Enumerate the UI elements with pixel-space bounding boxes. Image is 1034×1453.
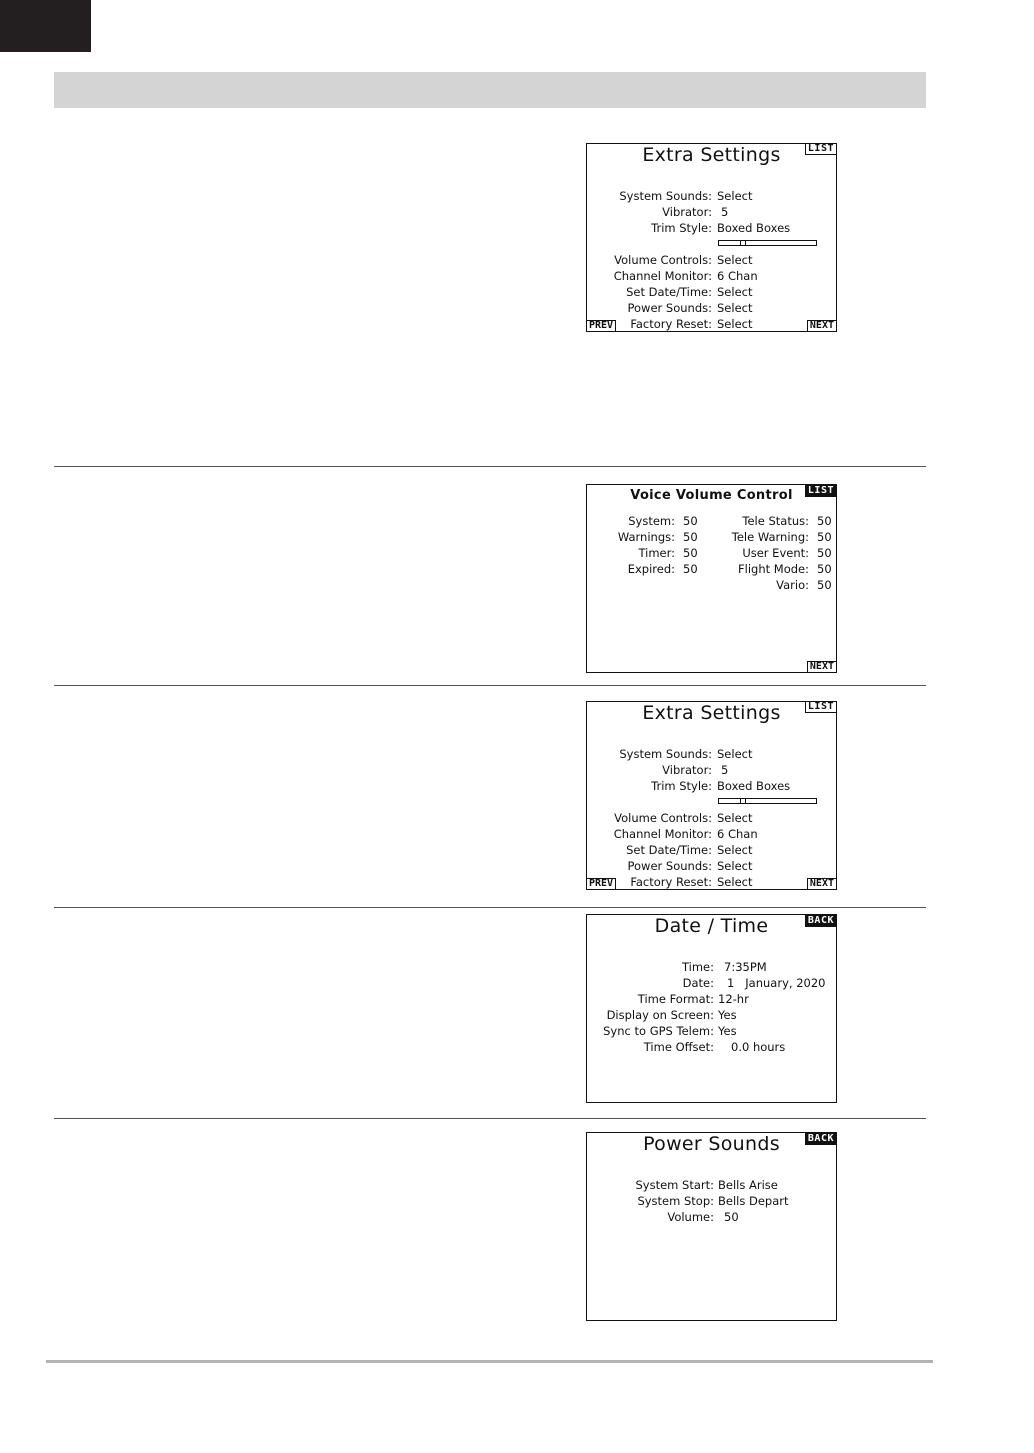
screen-title: Power Sounds [643,1133,780,1155]
label-system-start: System Start: [635,1178,714,1192]
value-volume[interactable]: 50 [724,1210,739,1224]
trim-preview-bar [718,798,817,804]
back-button[interactable]: BACK [805,1132,837,1145]
label-tele-status: Tele Status: [742,514,809,528]
value-expired[interactable]: 50 [683,562,698,576]
voice-volume-screen [586,484,837,673]
value-set-date-time[interactable]: Select [717,285,753,299]
value-system-sounds[interactable]: Select [717,189,753,203]
date-time-values [718,959,825,1055]
label-time-offset: Time Offset: [643,1040,714,1054]
label-trim-style: Trim Style: [651,779,712,793]
label-warnings: Warnings: [617,530,675,544]
section-divider [54,907,926,908]
back-button[interactable]: BACK [805,914,837,927]
label-sync-gps: Sync to GPS Telem: [603,1024,714,1038]
value-date[interactable]: 1 January, 2020 [727,976,826,990]
value-vibrator[interactable]: 5 [721,763,729,777]
next-button[interactable]: NEXT [807,320,837,332]
extra-settings-screen-2 [586,701,837,890]
value-trim-style[interactable]: Boxed Boxes [717,221,791,235]
value-user-event[interactable]: 50 [817,546,832,560]
settings-values [717,188,790,332]
settings-labels [614,746,712,890]
label-volume-controls: Volume Controls: [614,253,712,267]
section-divider [54,466,926,467]
label-vario: Vario: [776,578,809,592]
date-time-labels [603,959,714,1055]
section-divider [54,1118,926,1119]
value-display-on-screen[interactable]: Yes [718,1008,737,1022]
label-factory-reset: Factory Reset: [630,875,712,889]
value-volume-controls[interactable]: Select [717,253,753,267]
section-header-bar [54,72,926,108]
page-corner-tab [0,0,91,52]
label-user-event: User Event: [742,546,809,560]
label-system-sounds: System Sounds: [619,747,712,761]
date-time-screen [586,914,837,1103]
next-button[interactable]: NEXT [807,661,837,673]
label-set-date-time: Set Date/Time: [626,285,712,299]
label-system: System: [628,514,675,528]
list-button[interactable]: LIST [805,484,837,497]
label-power-sounds: Power Sounds: [627,301,712,315]
label-power-sounds: Power Sounds: [627,859,712,873]
value-factory-reset[interactable]: Select [717,317,753,331]
prev-button[interactable]: PREV [586,320,616,332]
value-channel-monitor[interactable]: 6 Chan [717,827,758,841]
value-sync-gps[interactable]: Yes [718,1024,737,1038]
screen-title: Date / Time [654,915,769,937]
label-expired: Expired: [627,562,675,576]
section-divider [54,685,926,686]
value-trim-style[interactable]: Boxed Boxes [717,779,791,793]
label-vibrator: Vibrator: [662,763,712,777]
value-time[interactable]: 7:35PM [724,960,767,974]
extra-settings-screen [586,143,837,332]
value-set-date-time[interactable]: Select [717,843,753,857]
left-labels [618,513,675,577]
value-system[interactable]: 50 [683,514,698,528]
list-button[interactable]: LIST [805,701,837,713]
value-tele-warning[interactable]: 50 [817,530,832,544]
value-system-start[interactable]: Bells Arise [718,1178,778,1192]
screen-title: Extra Settings [642,144,781,166]
power-sounds-values [718,1177,789,1225]
label-system-stop: System Stop: [637,1194,714,1208]
label-time: Time: [681,960,714,974]
value-time-offset[interactable]: 0.0 hours [731,1040,786,1054]
trim-preview-knob [740,798,746,804]
label-time-format: Time Format: [637,992,714,1006]
label-factory-reset: Factory Reset: [630,317,712,331]
label-flight-mode: Flight Mode: [738,562,809,576]
label-display-on-screen: Display on Screen: [606,1008,714,1022]
left-values [683,513,698,577]
prev-button[interactable]: PREV [586,878,616,890]
value-vario[interactable]: 50 [817,578,832,592]
next-button[interactable]: NEXT [807,878,837,890]
value-flight-mode[interactable]: 50 [817,562,832,576]
screen-title: Extra Settings [642,702,781,724]
label-vibrator: Vibrator: [662,205,712,219]
value-power-sounds[interactable]: Select [717,301,753,315]
value-system-stop[interactable]: Bells Depart [718,1194,789,1208]
trim-preview-bar [718,240,817,246]
value-channel-monitor[interactable]: 6 Chan [717,269,758,283]
value-factory-reset[interactable]: Select [717,875,753,889]
settings-values [717,746,790,890]
power-sounds-labels [635,1177,714,1225]
screen-title: Voice Volume Control [630,488,793,503]
label-system-sounds: System Sounds: [619,189,712,203]
power-sounds-screen [586,1132,837,1321]
label-tele-warning: Tele Warning: [731,530,809,544]
trim-preview-knob [740,240,746,246]
value-warnings[interactable]: 50 [683,530,698,544]
value-tele-status[interactable]: 50 [817,514,832,528]
label-timer: Timer: [638,546,675,560]
label-channel-monitor: Channel Monitor: [613,827,712,841]
value-volume-controls[interactable]: Select [717,811,753,825]
label-channel-monitor: Channel Monitor: [613,269,712,283]
label-date: Date: [682,976,714,990]
footer-rule [46,1360,933,1363]
value-timer[interactable]: 50 [683,546,698,560]
value-vibrator[interactable]: 5 [721,205,729,219]
label-set-date-time: Set Date/Time: [626,843,712,857]
value-time-format[interactable]: 12-hr [718,992,749,1006]
right-values [817,513,832,593]
right-labels [732,513,809,593]
value-power-sounds[interactable]: Select [717,859,753,873]
label-trim-style: Trim Style: [651,221,712,235]
value-system-sounds[interactable]: Select [717,747,753,761]
label-volume-controls: Volume Controls: [614,811,712,825]
settings-labels [614,188,712,332]
list-button[interactable]: LIST [805,143,837,155]
label-volume: Volume: [667,1210,714,1224]
